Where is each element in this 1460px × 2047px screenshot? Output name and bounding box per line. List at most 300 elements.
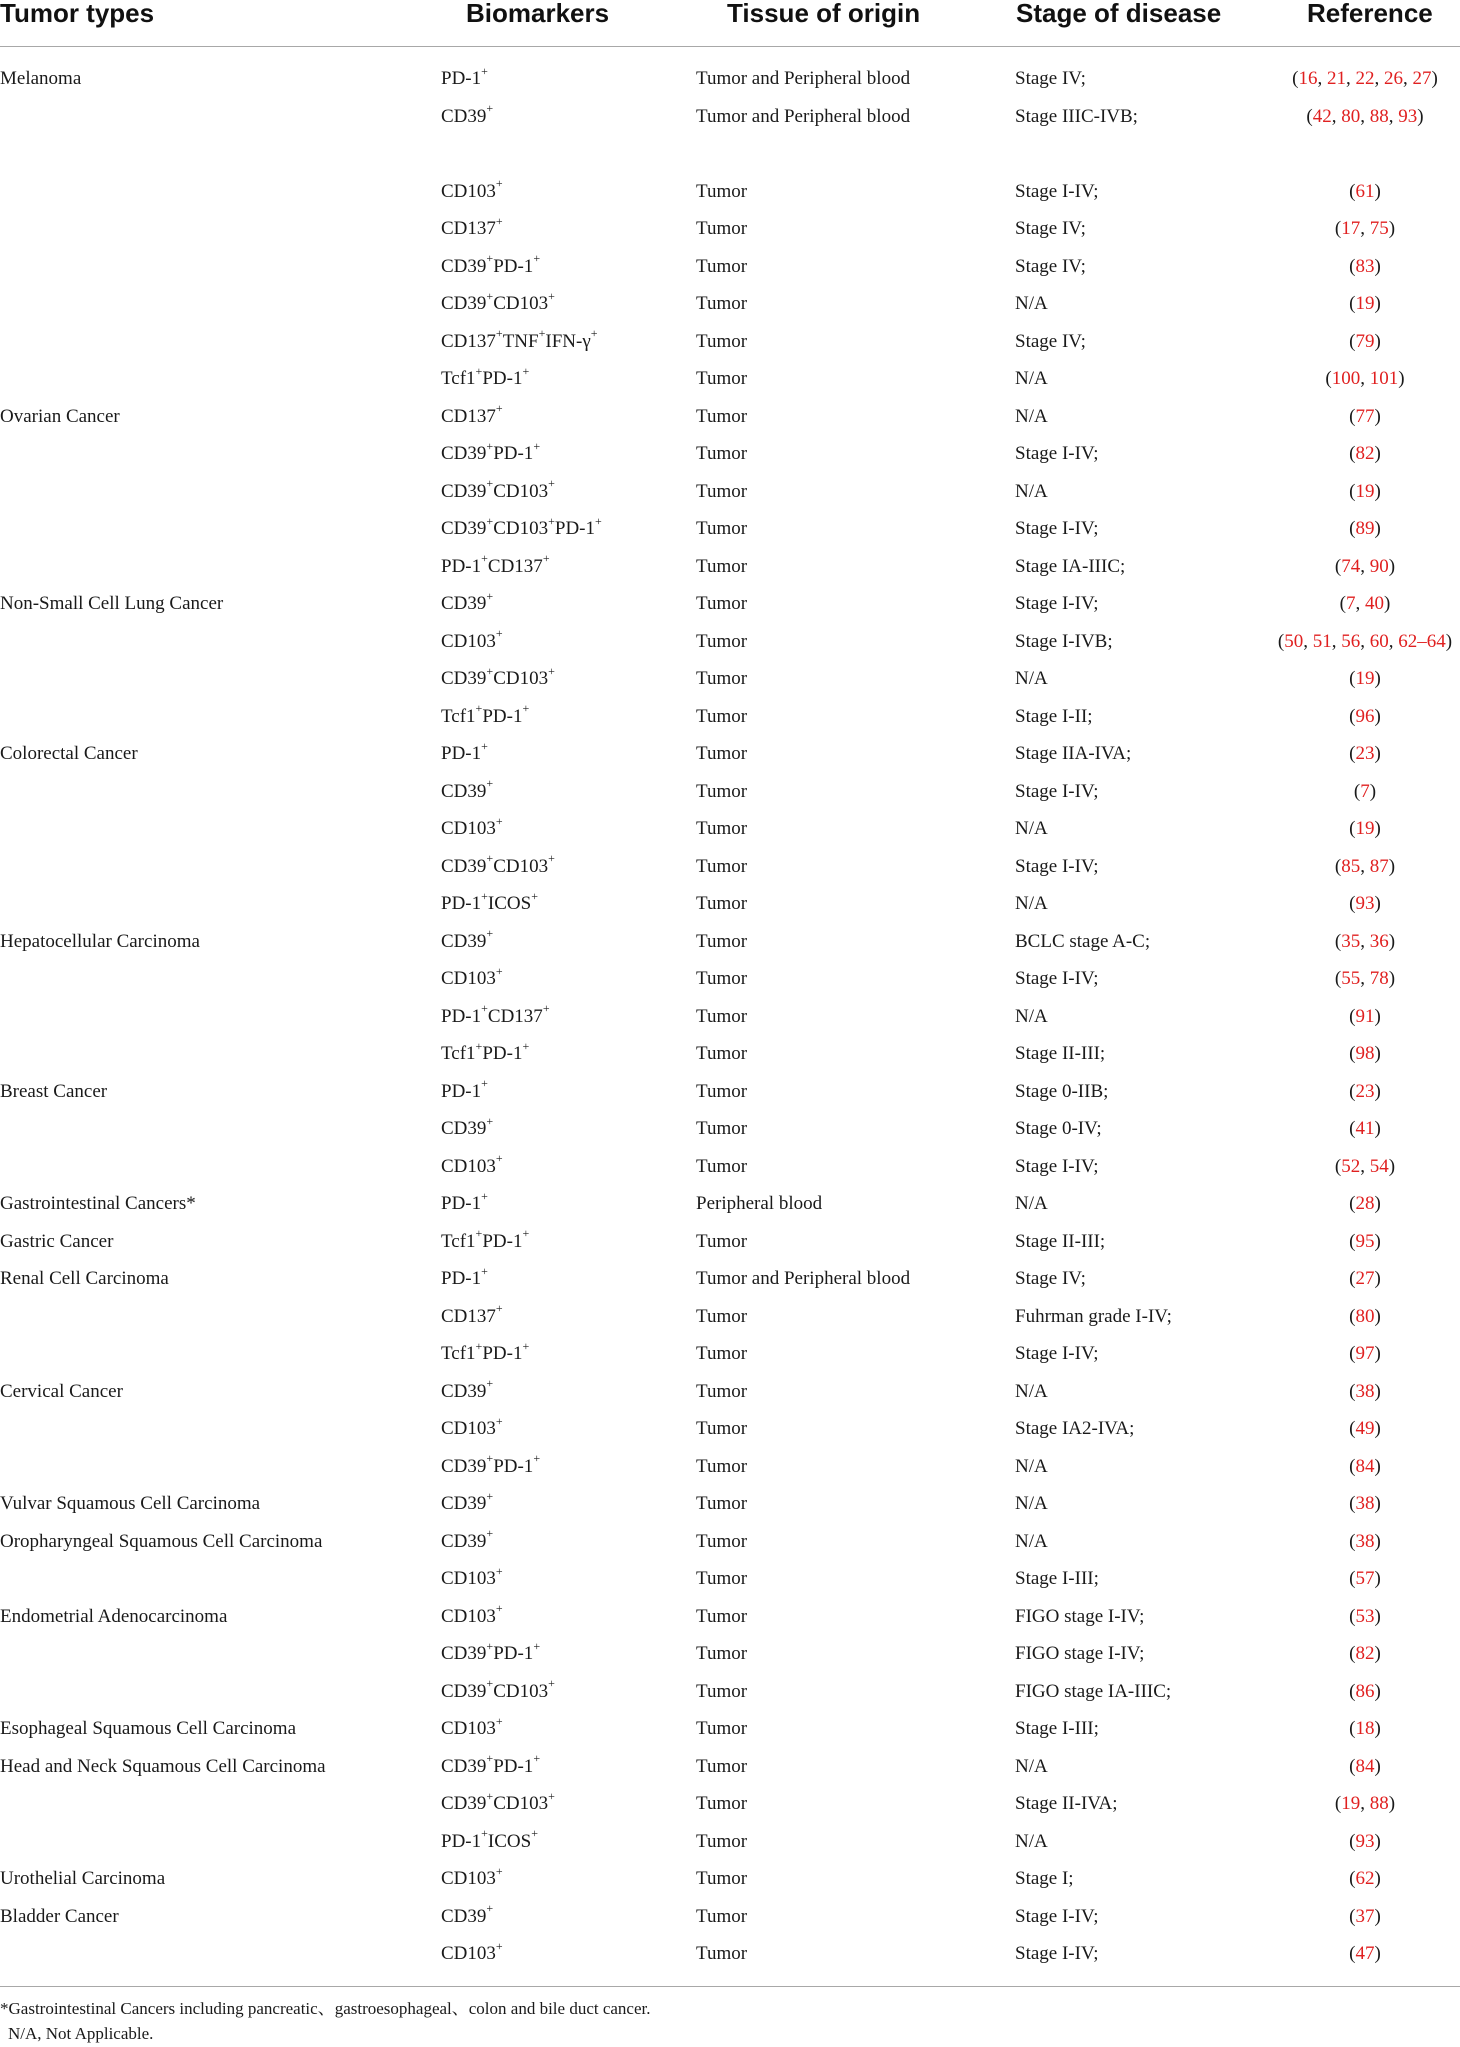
column-header-biomarkers: Biomarkers [466, 0, 610, 28]
reference-link[interactable]: 97 [1355, 1343, 1375, 1364]
cell-reference: (55, 78) [1334, 968, 1396, 989]
reference-link[interactable]: 27 [1412, 68, 1432, 89]
biomarker-superscript: + [542, 551, 550, 566]
cell-stage-of-disease: Stage IV; [1015, 330, 1086, 352]
biomarker-name: TNF [502, 330, 539, 352]
biomarker-name: PD-1 [482, 1343, 523, 1364]
reference-link[interactable]: 40 [1365, 593, 1384, 614]
reference-link[interactable]: 84 [1355, 1455, 1375, 1477]
cell-reference: (23) [1349, 1080, 1381, 1102]
biomarker-name: CD103 [493, 480, 549, 502]
cell-stage-of-disease: Stage IV; [1015, 255, 1086, 277]
cell-reference: (96) [1349, 705, 1381, 727]
reference-link[interactable]: 23 [1355, 743, 1375, 764]
biomarker-name: CD103 [441, 818, 496, 839]
reference-link[interactable]: 90 [1369, 555, 1389, 577]
reference-link[interactable]: 62–64 [1398, 630, 1446, 652]
cell-reference: (17, 75) [1334, 218, 1396, 239]
table-row [0, 1039, 1460, 1076]
cell-biomarkers [441, 1377, 493, 1414]
reference-link[interactable]: 93 [1355, 893, 1375, 914]
cell-stage-of-disease: Stage II-IVA; [1015, 1793, 1118, 1814]
reference-link[interactable]: 47 [1355, 1943, 1375, 1964]
biomarker-superscript: + [475, 363, 483, 378]
reference-link[interactable]: 82 [1355, 1643, 1375, 1664]
biomarker-superscript: + [495, 813, 503, 828]
cell-stage-of-disease: Stage I-IV; [1015, 1155, 1099, 1177]
cell-biomarkers [441, 1602, 503, 1639]
cell-biomarkers [441, 627, 503, 664]
cell-stage-of-disease: N/A [1015, 818, 1048, 839]
cell-tissue-of-origin: Peripheral blood [696, 1193, 823, 1214]
reference-link[interactable]: 60 [1369, 630, 1389, 652]
cell-tissue-of-origin: Tumor [696, 1418, 748, 1439]
biomarker-superscript: + [486, 1751, 494, 1766]
table-row [0, 702, 1460, 739]
biomarker-superscript: + [595, 513, 602, 528]
cell-stage-of-disease: Stage IV; [1015, 1268, 1086, 1289]
cell-stage-of-disease: Stage I-IV; [1015, 968, 1099, 989]
reference-link[interactable]: 93 [1398, 105, 1418, 127]
cell-tissue-of-origin: Tumor [696, 1530, 748, 1552]
cell-tissue-of-origin: Tumor [696, 1043, 748, 1064]
reference-link[interactable]: 19 [1355, 293, 1375, 314]
cell-tissue-of-origin: Tumor [696, 1643, 748, 1664]
reference-link[interactable]: 28 [1355, 1193, 1375, 1214]
cell-reference: (37) [1349, 1905, 1381, 1927]
cell-biomarkers [441, 1077, 488, 1114]
biomarker-name: CD39 [441, 855, 487, 877]
cell-stage-of-disease: N/A [1015, 668, 1048, 689]
cell-biomarkers [441, 102, 493, 139]
cell-tumor-type: Cervical Cancer [0, 1380, 123, 1402]
reference-link[interactable]: 26 [1384, 68, 1403, 89]
cell-stage-of-disease: N/A [1015, 1530, 1048, 1552]
reference-link[interactable]: 95 [1355, 1230, 1375, 1252]
reference-link[interactable]: 38 [1355, 1530, 1375, 1552]
reference-link[interactable]: 91 [1355, 1005, 1375, 1027]
column-header-tissue-of-origin: Tissue of origin [727, 0, 921, 28]
biomarker-superscript: + [475, 1038, 483, 1053]
cell-biomarkers [441, 402, 503, 439]
cell-tissue-of-origin: Tumor [696, 1305, 748, 1327]
table-row [0, 1827, 1460, 1864]
biomarker-superscript: + [495, 1863, 503, 1878]
biomarker-name: CD103 [493, 518, 549, 539]
biomarker-name: PD-1 [441, 1005, 482, 1027]
reference-link[interactable]: 100 [1331, 368, 1361, 389]
reference-link[interactable]: 53 [1355, 1605, 1375, 1627]
cell-biomarkers [441, 1527, 493, 1564]
cell-reference: (23) [1349, 743, 1381, 764]
table-row [0, 1152, 1460, 1189]
biomarker-name: CD103 [441, 1718, 496, 1739]
cell-stage-of-disease: Stage I-IV; [1015, 1905, 1099, 1927]
biomarker-name: CD39 [441, 1680, 487, 1702]
cell-stage-of-disease: N/A [1015, 293, 1048, 314]
biomarker-superscript: + [481, 1076, 488, 1091]
table-row [0, 64, 1460, 101]
cell-reference: (53) [1349, 1605, 1381, 1627]
cell-stage-of-disease: Stage I-IV; [1015, 180, 1099, 202]
cell-biomarkers [441, 1752, 540, 1789]
footer-divider [0, 1986, 1460, 1987]
table-row [0, 439, 1460, 476]
biomarker-superscript: + [495, 1713, 503, 1728]
reference-link[interactable]: 41 [1355, 1118, 1375, 1139]
cell-biomarkers [441, 1302, 503, 1339]
cell-biomarkers [441, 777, 493, 814]
cell-reference: (50, 51, 56, 60, 62–64) [1277, 630, 1453, 652]
reference-link[interactable]: 89 [1355, 518, 1375, 539]
biomarker-superscript: + [486, 1901, 494, 1916]
cell-biomarkers [441, 1039, 529, 1076]
biomarker-name: CD103 [493, 293, 549, 314]
reference-link[interactable]: 51 [1312, 630, 1332, 652]
cell-tissue-of-origin: Tumor [696, 218, 748, 239]
reference-link[interactable]: 19 [1355, 818, 1375, 839]
biomarker-superscript: + [481, 551, 488, 566]
biomarker-name: CD137 [487, 1005, 543, 1027]
biomarker-name: ICOS [487, 893, 532, 914]
reference-link[interactable]: 36 [1369, 930, 1389, 952]
reference-link[interactable]: 78 [1369, 968, 1389, 989]
biomarker-superscript: + [486, 513, 494, 528]
table-row [0, 402, 1460, 439]
biomarker-superscript: + [486, 101, 494, 116]
cell-tissue-of-origin: Tumor [696, 555, 748, 577]
table-row [0, 1452, 1460, 1489]
table-row [0, 664, 1460, 701]
biomarker-name: PD-1 [493, 1643, 534, 1664]
biomarker-name: CD39 [441, 1455, 487, 1477]
biomarker-name: CD39 [441, 480, 487, 502]
biomarker-superscript: + [486, 1526, 494, 1541]
biomarker-superscript: + [481, 1263, 488, 1278]
table-row [0, 327, 1460, 364]
table-row [0, 1939, 1460, 1976]
reference-link[interactable]: 7 [1346, 593, 1356, 614]
cell-tumor-type: Colorectal Cancer [0, 743, 138, 764]
biomarker-name: ICOS [487, 1830, 532, 1852]
cell-reference: (80) [1349, 1305, 1381, 1327]
cell-biomarkers [441, 589, 493, 626]
biomarker-name: PD-1 [493, 443, 534, 464]
cell-reference: (77) [1349, 405, 1381, 427]
reference-link[interactable]: 88 [1369, 1793, 1389, 1814]
biomarker-name: Tcf1 [441, 1343, 476, 1364]
cell-tissue-of-origin: Tumor [696, 1868, 748, 1889]
cell-tumor-type: Vulvar Squamous Cell Carcinoma [0, 1493, 261, 1514]
reference-link[interactable]: 83 [1355, 255, 1375, 277]
reference-link[interactable]: 38 [1355, 1380, 1375, 1402]
table-row [0, 1489, 1460, 1526]
biomarker-name: CD137 [441, 330, 496, 352]
cell-reference: (35, 36) [1334, 930, 1396, 952]
cell-stage-of-disease: N/A [1015, 368, 1048, 389]
cell-biomarkers [441, 1827, 538, 1864]
cell-tissue-of-origin: Tumor and Peripheral blood [696, 68, 911, 89]
biomarker-superscript: + [486, 251, 494, 266]
biomarker-superscript: + [481, 888, 488, 903]
cell-tissue-of-origin: Tumor [696, 293, 748, 314]
cell-biomarkers [441, 1939, 503, 1976]
table-row [0, 1189, 1460, 1226]
biomarker-name: CD103 [441, 968, 496, 989]
reference-link[interactable]: 86 [1355, 1680, 1375, 1702]
biomarker-name: CD39 [441, 780, 487, 802]
reference-link[interactable]: 93 [1355, 1830, 1375, 1852]
reference-link[interactable]: 18 [1355, 1718, 1375, 1739]
reference-link[interactable]: 35 [1341, 930, 1361, 952]
cell-biomarkers [441, 852, 555, 889]
reference-link[interactable]: 7 [1360, 780, 1370, 802]
cell-tissue-of-origin: Tumor [696, 443, 748, 464]
biomarker-name: CD39 [441, 293, 487, 314]
biomarker-name: PD-1 [482, 1230, 523, 1252]
cell-biomarkers [441, 1264, 488, 1301]
cell-biomarkers [441, 889, 538, 926]
biomarker-name: PD-1 [482, 1043, 523, 1064]
reference-link[interactable]: 52 [1341, 1155, 1361, 1177]
biomarker-superscript: + [495, 963, 503, 978]
biomarker-name: CD103 [441, 1605, 496, 1627]
cell-tissue-of-origin: Tumor [696, 330, 748, 352]
biomarker-name: Tcf1 [441, 1230, 476, 1252]
reference-link[interactable]: 61 [1355, 180, 1375, 202]
reference-link[interactable]: 16 [1298, 68, 1318, 89]
reference-link[interactable]: 56 [1341, 630, 1361, 652]
cell-tissue-of-origin: Tumor [696, 1605, 748, 1627]
biomarker-superscript: + [531, 1826, 538, 1841]
table-row [0, 777, 1460, 814]
biomarker-superscript: + [533, 438, 541, 453]
biomarker-name: IFN-γ [545, 330, 591, 352]
biomarker-superscript: + [486, 1451, 494, 1466]
cell-biomarkers [441, 1414, 503, 1451]
biomarker-name: CD103 [441, 630, 496, 652]
biomarker-name: CD39 [441, 668, 487, 689]
biomarker-name: CD103 [441, 1943, 496, 1964]
cell-tissue-of-origin: Tumor [696, 518, 748, 539]
cell-stage-of-disease: Stage IA2-IVA; [1015, 1418, 1135, 1439]
reference-link[interactable]: 87 [1369, 855, 1389, 877]
biomarker-superscript: + [548, 1676, 555, 1691]
biomarker-name: PD-1 [441, 1830, 482, 1852]
biomarker-superscript: + [486, 851, 494, 866]
biomarker-name: PD-1 [441, 1080, 482, 1102]
table-row [0, 1339, 1460, 1376]
biomarker-superscript: + [486, 926, 494, 941]
cell-biomarkers [441, 1152, 503, 1189]
reference-link[interactable]: 57 [1355, 1568, 1375, 1589]
reference-link[interactable]: 27 [1355, 1268, 1375, 1289]
cell-tissue-of-origin: Tumor [696, 180, 748, 202]
cell-tumor-type: Ovarian Cancer [0, 405, 120, 427]
biomarker-superscript: + [533, 1638, 541, 1653]
biomarker-superscript: + [475, 701, 483, 716]
biomarker-superscript: + [548, 476, 555, 491]
reference-link[interactable]: 17 [1341, 218, 1361, 239]
cell-tissue-of-origin: Tumor [696, 255, 748, 277]
reference-link[interactable]: 54 [1369, 1155, 1389, 1177]
cell-reference: (42, 80, 88, 93) [1306, 105, 1424, 127]
cell-tumor-type: Bladder Cancer [0, 1905, 119, 1927]
table-row [0, 739, 1460, 776]
reference-link[interactable]: 75 [1369, 218, 1389, 239]
table-row [0, 1264, 1460, 1301]
biomarker-name: PD-1 [441, 743, 482, 764]
cell-tumor-type: Urothelial Carcinoma [0, 1868, 166, 1889]
biomarker-name: Tcf1 [441, 1043, 476, 1064]
cell-reference: (85, 87) [1334, 855, 1396, 877]
cell-stage-of-disease: BCLC stage A-C; [1015, 930, 1151, 952]
biomarker-superscript: + [495, 1938, 503, 1953]
biomarker-superscript: + [486, 1676, 494, 1691]
biomarker-superscript: + [495, 326, 503, 341]
cell-stage-of-disease: Stage I; [1015, 1868, 1074, 1889]
reference-link[interactable]: 21 [1327, 68, 1346, 89]
cell-reference: (95) [1349, 1230, 1381, 1252]
cell-stage-of-disease: Stage 0-IV; [1015, 1118, 1102, 1139]
reference-link[interactable]: 50 [1284, 630, 1304, 652]
table-row [0, 889, 1460, 926]
cell-reference: (98) [1349, 1043, 1381, 1064]
reference-link[interactable]: 79 [1355, 330, 1375, 352]
biomarker-name: CD103 [441, 1868, 496, 1889]
cell-biomarkers [441, 552, 550, 589]
cell-stage-of-disease: Stage IIA-IVA; [1015, 743, 1132, 764]
biomarker-name: CD103 [493, 1793, 549, 1814]
reference-link[interactable]: 82 [1355, 443, 1375, 464]
biomarker-name: PD-1 [441, 1268, 482, 1289]
biomarker-name: PD-1 [482, 705, 523, 727]
cell-reference: (82) [1349, 443, 1381, 464]
cell-tissue-of-origin: Tumor [696, 405, 748, 427]
biomarker-name: CD103 [441, 180, 496, 202]
table-row [0, 552, 1460, 589]
cell-stage-of-disease: Stage II-III; [1015, 1043, 1106, 1064]
cell-reference: (84) [1349, 1755, 1381, 1777]
cell-stage-of-disease: Stage I-IVB; [1015, 630, 1113, 652]
reference-link[interactable]: 77 [1355, 405, 1375, 427]
reference-link[interactable]: 96 [1355, 705, 1375, 727]
cell-reference: (47) [1349, 1943, 1381, 1964]
reference-link[interactable]: 22 [1355, 68, 1375, 89]
cell-tissue-of-origin: Tumor [696, 1493, 748, 1514]
biomarker-superscript: + [486, 1638, 494, 1653]
cell-tissue-of-origin: Tumor [696, 855, 748, 877]
biomarker-superscript: + [495, 401, 503, 416]
reference-link[interactable]: 19 [1355, 668, 1375, 689]
cell-biomarkers [441, 514, 602, 551]
reference-link[interactable]: 38 [1355, 1493, 1375, 1514]
biomarker-name: Tcf1 [441, 705, 476, 727]
reference-link[interactable]: 19 [1355, 480, 1375, 502]
table-row [0, 1564, 1460, 1601]
reference-link[interactable]: 19 [1341, 1793, 1361, 1814]
cell-stage-of-disease: N/A [1015, 1193, 1048, 1214]
cell-reference: (19) [1349, 818, 1381, 839]
cell-tissue-of-origin: Tumor [696, 780, 748, 802]
biomarker-superscript: + [495, 1563, 503, 1578]
cell-reference: (100, 101) [1325, 368, 1405, 389]
reference-link[interactable]: 74 [1341, 555, 1361, 577]
biomarker-name: PD-1 [493, 1755, 534, 1777]
cell-biomarkers [441, 477, 555, 514]
cell-tissue-of-origin: Tumor [696, 1380, 748, 1402]
cell-tumor-type: Oropharyngeal Squamous Cell Carcinoma [0, 1530, 323, 1552]
table-row [0, 1414, 1460, 1451]
biomarker-name: CD103 [441, 1568, 496, 1589]
biomarker-superscript: + [533, 1751, 541, 1766]
biomarker-superscript: + [495, 1301, 503, 1316]
biomarker-name: CD103 [441, 1155, 496, 1177]
biomarker-name: CD39 [441, 930, 487, 952]
table-row [0, 1114, 1460, 1151]
cell-biomarkers [441, 1639, 540, 1676]
reference-link[interactable]: 80 [1355, 1305, 1375, 1327]
cell-reference: (7, 40) [1339, 593, 1391, 614]
cell-biomarkers [441, 1227, 529, 1264]
biomarker-superscript: + [548, 513, 555, 528]
cell-stage-of-disease: N/A [1015, 1455, 1048, 1477]
reference-link[interactable]: 88 [1369, 105, 1389, 127]
table-row [0, 1227, 1460, 1264]
table-row [0, 814, 1460, 851]
cell-stage-of-disease: Stage I-IV; [1015, 1943, 1099, 1964]
table-row [0, 1527, 1460, 1564]
biomarker-name: PD-1 [482, 368, 523, 389]
reference-link[interactable]: 84 [1355, 1755, 1375, 1777]
cell-biomarkers [441, 289, 555, 326]
cell-stage-of-disease: N/A [1015, 480, 1048, 502]
cell-tissue-of-origin: Tumor [696, 1905, 748, 1927]
reference-link[interactable]: 37 [1355, 1905, 1375, 1927]
cell-biomarkers [441, 327, 598, 364]
cell-tumor-type: Esophageal Squamous Cell Carcinoma [0, 1718, 297, 1739]
biomarker-name: CD39 [441, 593, 487, 614]
cell-tumor-type: Hepatocellular Carcinoma [0, 930, 200, 952]
table-row [0, 1714, 1460, 1751]
reference-link[interactable]: 62 [1355, 1868, 1375, 1889]
cell-reference: (38) [1349, 1530, 1381, 1552]
cell-biomarkers [441, 1489, 493, 1526]
table-row [0, 1789, 1460, 1826]
reference-link[interactable]: 42 [1312, 105, 1332, 127]
biomarker-superscript: + [481, 1188, 488, 1203]
reference-link[interactable]: 23 [1355, 1080, 1375, 1102]
cell-reference: (19, 88) [1334, 1793, 1396, 1814]
cell-reference: (84) [1349, 1455, 1381, 1477]
cell-tissue-of-origin: Tumor [696, 1718, 748, 1739]
reference-link[interactable]: 49 [1355, 1418, 1375, 1439]
cell-stage-of-disease: N/A [1015, 1830, 1048, 1852]
reference-link[interactable]: 101 [1369, 368, 1399, 389]
reference-link[interactable]: 98 [1355, 1043, 1375, 1064]
reference-link[interactable]: 55 [1341, 968, 1361, 989]
biomarker-name: PD-1 [441, 893, 482, 914]
biomarker-name: CD39 [441, 443, 487, 464]
reference-link[interactable]: 85 [1341, 855, 1361, 877]
cell-stage-of-disease: FIGO stage I-IV; [1015, 1605, 1145, 1627]
biomarker-superscript: + [495, 1151, 503, 1166]
biomarker-superscript: + [522, 701, 530, 716]
cell-biomarkers [441, 1002, 550, 1039]
reference-link[interactable]: 80 [1341, 105, 1361, 127]
table-row [0, 289, 1460, 326]
biomarker-superscript: + [522, 1226, 530, 1241]
